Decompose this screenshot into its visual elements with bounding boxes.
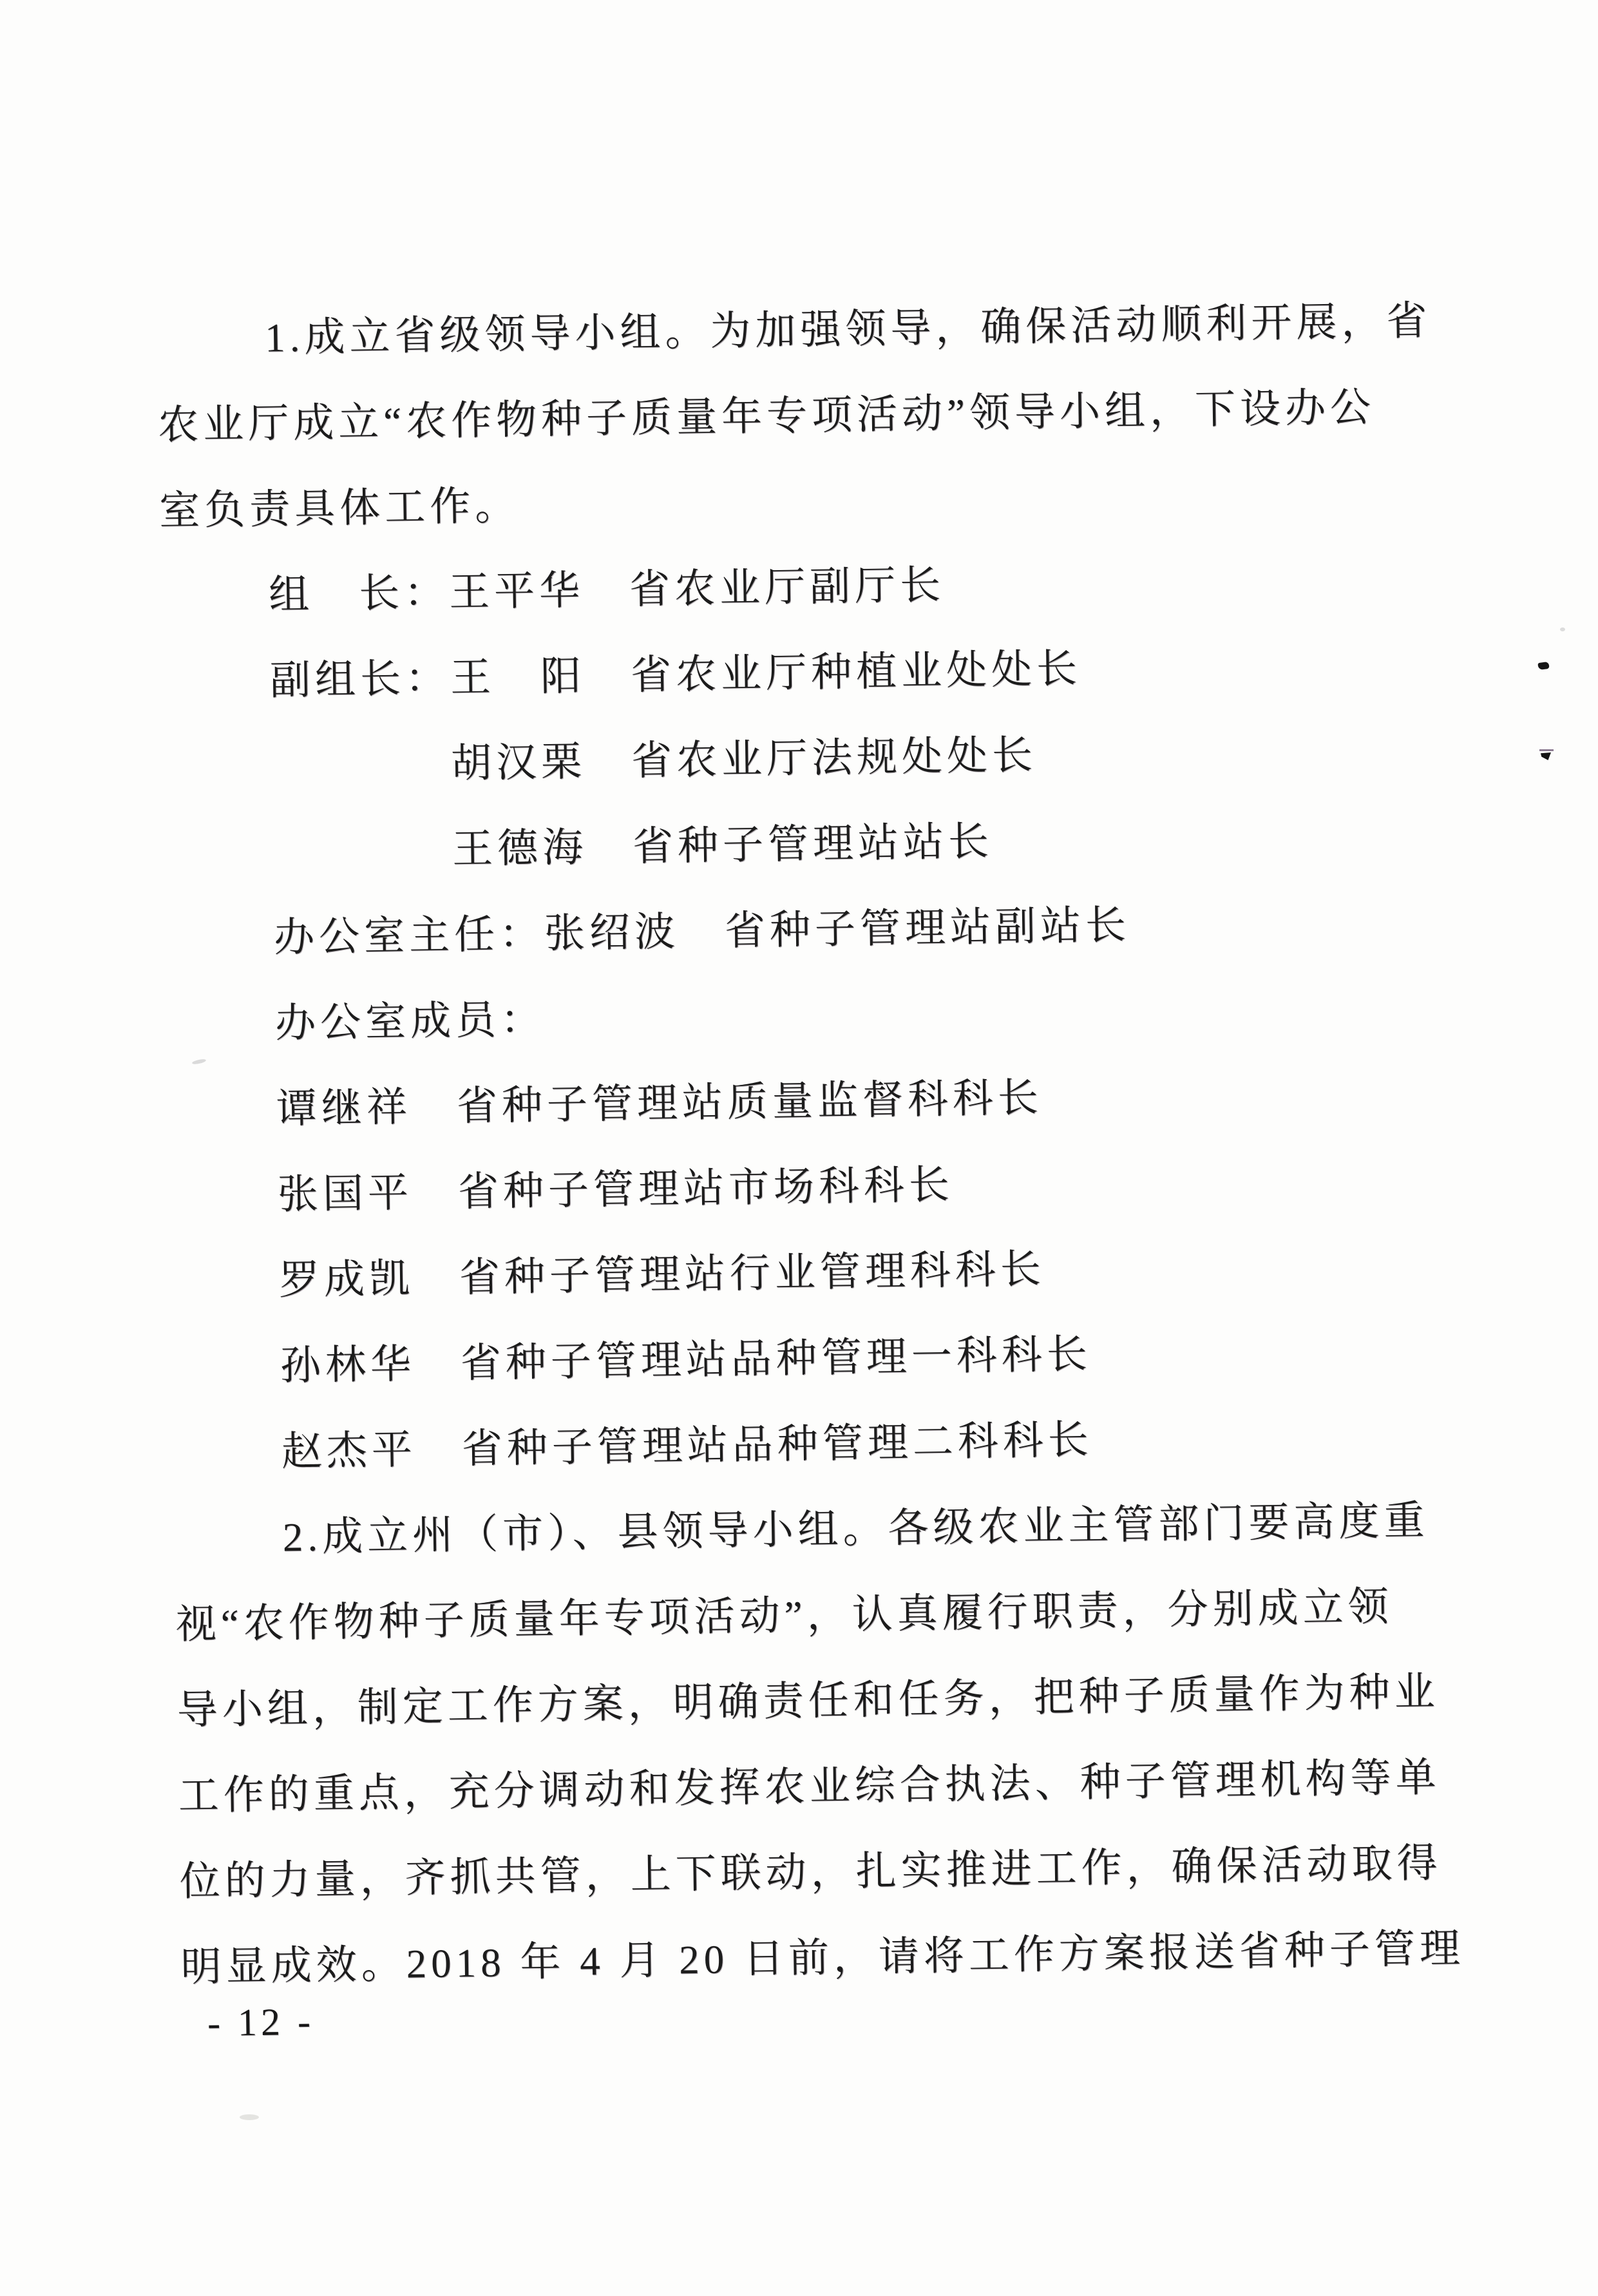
ink-speck-blob (1541, 752, 1551, 760)
paragraph-2-line-5: 位的力量，齐抓共管，上下联动，扎实推进工作，确保活动取得 (179, 1840, 1443, 1904)
paper-smudge (1560, 627, 1565, 631)
paragraph-2-line-4: 工作的重点，充分调动和发挥农业综合执法、种子管理机构等单 (178, 1754, 1441, 1819)
paragraph-2-line-3: 导小组，制定工作方案，明确责任和任务，把种子质量作为种业 (176, 1669, 1440, 1733)
office-member-line-2: 张国平 省种子管理站市场科科长 (277, 1162, 955, 1218)
page-number: - 12 - (207, 2000, 315, 2045)
paragraph-1-line-3: 室负责具体工作。 (158, 483, 520, 534)
paragraph-2-line-6: 明显成效。2018 年 4 月 20 日前，请将工作方案报送省种子管理 (180, 1926, 1465, 1990)
document-body (156, 278, 1465, 2045)
roster-deputy-leader-line-2: 胡汉栗 省农业厅法规处处长 (450, 732, 1038, 787)
paragraph-2-line-2: 视“农作物种子质量年专项活动”，认真履行职责，分别成立领 (175, 1583, 1394, 1647)
office-director-line: 办公室主任：张绍波 省种子管理站副站长 (273, 902, 1131, 961)
office-members-heading: 办公室成员： (274, 997, 546, 1046)
roster-deputy-leader-line-1: 副组长：王 阳 省农业厅种植业处处长 (269, 646, 1082, 703)
ink-speck-line (1539, 749, 1554, 751)
office-member-line-5: 赵杰平 省种子管理站品种管理二科科长 (281, 1417, 1094, 1475)
office-member-line-4: 孙林华 省种子管理站品种管理一科科长 (280, 1331, 1092, 1389)
paper-smudge (240, 2114, 259, 2120)
office-member-line-1: 谭继祥 省种子管理站质量监督科科长 (276, 1075, 1043, 1132)
paragraph-2-line-1: 2.成立州（市）、县领导小组。各级农业主管部门要高度重 (282, 1498, 1429, 1560)
paragraph-1-line-2: 农业厅成立“农作物种子质量年专项活动”领导小组，下设办公 (157, 385, 1376, 448)
ink-speck (1537, 662, 1549, 670)
roster-deputy-leader-line-3: 王德海 省种子管理站站长 (452, 818, 994, 872)
ink-speck (1539, 749, 1554, 761)
office-member-line-3: 罗成凯 省种子管理站行业管理科科长 (278, 1246, 1046, 1303)
roster-group-leader-line: 组 长：王平华 省农业厅副厅长 (268, 562, 946, 618)
paragraph-1-line-1: 1.成立省级领导小组。为加强领导，确保活动顺利开展，省 (264, 298, 1432, 361)
